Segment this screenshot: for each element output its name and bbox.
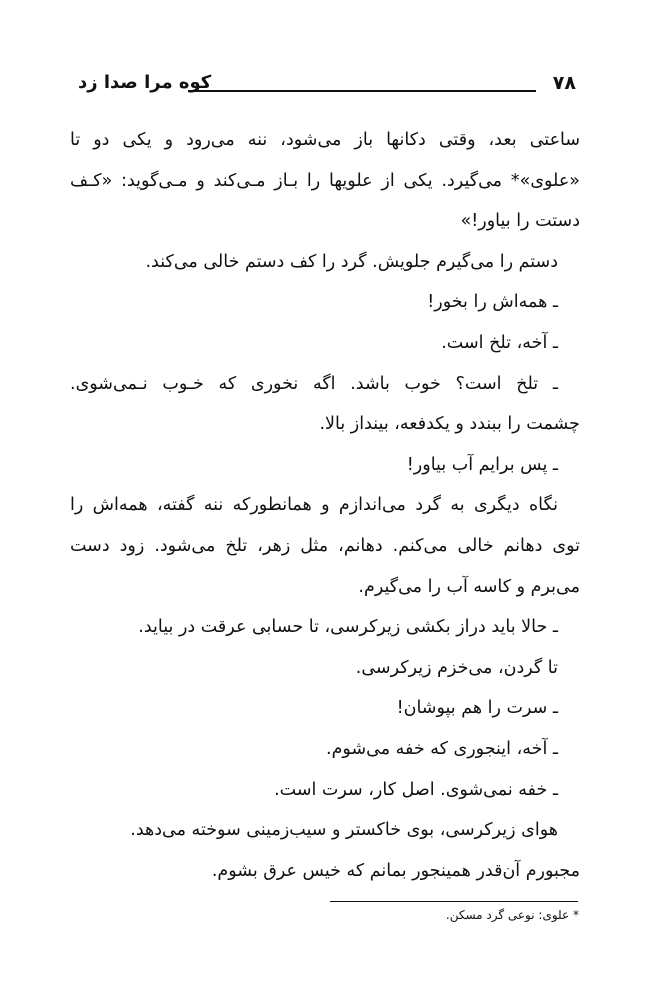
text-line: تا گردن، می‌خزم زیرکرسی. (355, 657, 558, 678)
dialogue-line: ـ خفه نمی‌شوی. اصل کار، سرت است. (274, 779, 558, 800)
text-line: دستم را می‌گیرم جلویش. گرد را کف دستم خالی می‌کند. (145, 251, 558, 272)
running-title: کوه مرا صدا زد (78, 72, 212, 93)
dialogue-line: ـ تلخ است؟ خوب باشد. اگه نخوری که خـوب نـمی‌شوی. (70, 373, 558, 394)
text-line: مجبورم آن‌قدر همینجور بمانم که خیس عرق بشوم. (211, 860, 580, 881)
header-rule (188, 90, 536, 92)
text-line: ساعتی بعد، وقتی دکانها باز می‌شود، ننه می‌رود و یکی دو تا (70, 130, 580, 150)
footnote: * علوی: نوعی گرد مسکن. (445, 908, 579, 922)
page-header (78, 70, 576, 100)
dialogue-line: ـ سرت را هم بپوشان! (396, 698, 558, 719)
footnote-rule (330, 901, 578, 902)
dialogue-line: ـ همه‌اش را بخور! (427, 292, 558, 313)
text-line: توی دهانم خالی می‌کنم. دهانم، مثل زهر، تلخ می‌شود. زود دست (70, 535, 580, 556)
text-line: می‌برم و کاسه آب را می‌گیرم. (358, 576, 580, 597)
page-number: ۷۸ (552, 72, 576, 94)
text-line: «علوی»* می‌گیرد. یکی از علویها را بـاز مـی‌کند و مـی‌گوید: «کـف (70, 170, 580, 191)
dialogue-line: ـ آخه، اینجوری که خفه می‌شوم. (326, 738, 558, 759)
text-line: چشمت را ببندد و یکدفعه، بینداز بالا. (319, 414, 580, 435)
dialogue-line: ـ حالا باید دراز بکشی زیرکرسی، تا حسابی عرقت در بیاید. (138, 617, 558, 638)
dialogue-line: ـ پس برایم آب بیاور! (406, 454, 558, 475)
text-line: هوای زیرکرسی، بوی خاکستر و سیب‌زمینی سوخته می‌دهد. (130, 820, 558, 841)
text-line: نگاه دیگری به گرد می‌اندازم و همانطورکه ننه گفته، همه‌اش را (70, 495, 558, 516)
text-line: دستت را بیاور!» (460, 211, 580, 232)
body-text (70, 120, 580, 891)
dialogue-line: ـ آخه، تلخ است. (441, 332, 558, 353)
